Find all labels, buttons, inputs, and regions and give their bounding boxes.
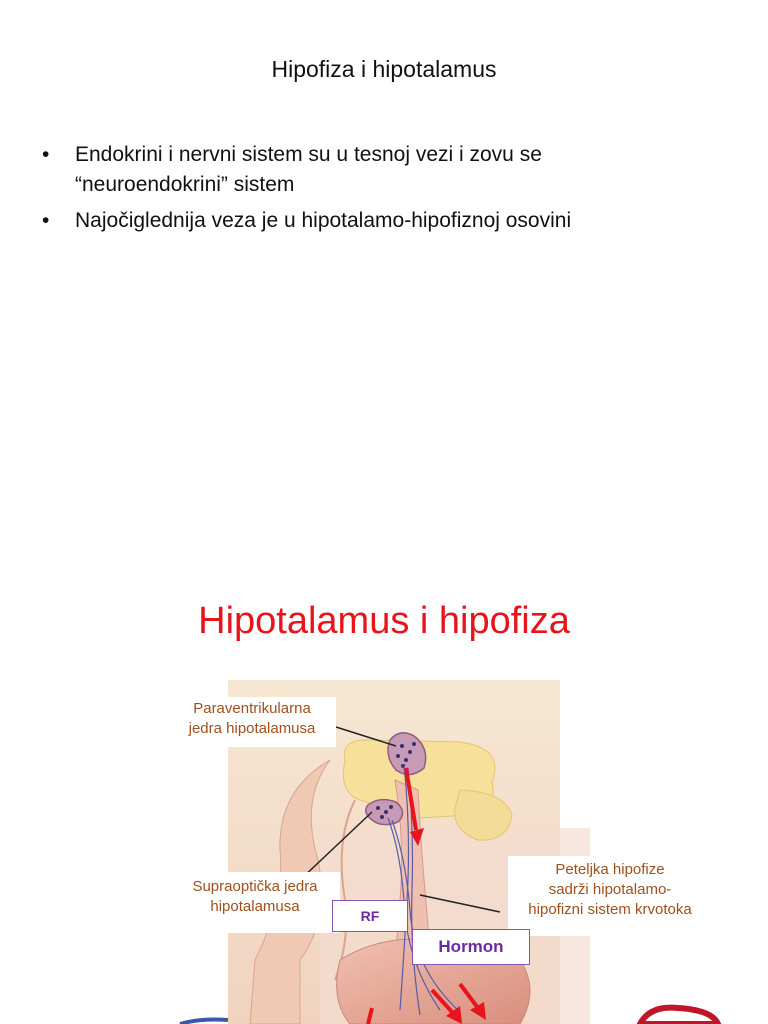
bullet-line: “neuroendokrini” sistem: [75, 173, 295, 196]
label-line: Paraventrikularna: [193, 700, 311, 717]
label-line: jedra hipotalamusa: [188, 720, 316, 737]
bullet-line: Najočiglednija veza je u hipotalamo-hipofiznoj osovini: [75, 209, 572, 232]
hormon-box: Hormon: [412, 929, 530, 965]
slide-title-2: Hipotalamus i hipofiza: [198, 600, 570, 642]
label-line: hipofizni sistem krvotoka: [528, 901, 692, 918]
label-line: hipotalamusa: [210, 898, 300, 915]
label-paraventricular-nuclei: [168, 697, 336, 747]
bullet-line: Endokrini i nervni sistem su u tesnoj vezi i zovu se: [75, 143, 542, 166]
label-pituitary-stalk: [508, 856, 712, 936]
label-supraoptic-nuclei: [170, 872, 340, 933]
label-line: Peteljka hipofize: [555, 861, 665, 878]
rf-box: RF: [332, 900, 408, 932]
vessel-circle: [640, 1008, 718, 1024]
bullet-marker: •: [42, 143, 50, 166]
slide-title: Hipofiza i hipotalamus: [271, 56, 497, 82]
label-line: Supraoptička jedra: [192, 878, 318, 895]
bullet-marker: •: [42, 209, 50, 232]
vessel-circle-left: [180, 1020, 228, 1024]
label-line: sadrži hipotalamo-: [548, 881, 672, 898]
